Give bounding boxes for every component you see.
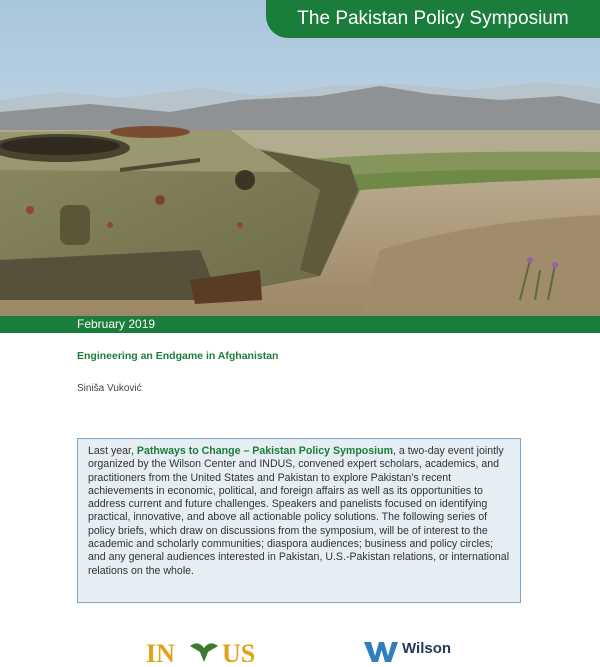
date-bar bbox=[0, 316, 600, 333]
cover-photo bbox=[0, 0, 600, 316]
intro-box bbox=[77, 438, 521, 603]
series-title-tab bbox=[266, 0, 600, 38]
publication-date: February 2019 bbox=[77, 317, 156, 331]
symposium-name: Pathways to Change – Pakistan Policy Symposium bbox=[136, 445, 393, 457]
wilson-center-logo bbox=[364, 640, 474, 662]
indus-logo-mark bbox=[146, 640, 266, 662]
indus-logo bbox=[146, 640, 266, 662]
author-name: Siniša Vuković bbox=[77, 383, 142, 394]
svg-text:US: US bbox=[222, 640, 256, 662]
series-title: The Pakistan Policy Symposium bbox=[297, 8, 569, 29]
wilson-wordmark: Wilson bbox=[402, 640, 452, 657]
svg-text:IN: IN bbox=[146, 640, 175, 662]
cover-photo-illustration bbox=[0, 0, 600, 316]
wilson-w-icon bbox=[364, 640, 398, 662]
intro-body: , a two-day event jointly organized by the Wilson Center and INDUS, convened expert scholars, academics, and practitioners from the United States and Pakistan to explore Pakistan’s recent achievements in economic, political, and foreign affairs as well as its opportunities to address current and future challenges. Speakers and panelists focused on identifying practical, innovative, and above all actionable policy solutions. The following series of policy briefs, which draw on discussions from the symposium, will be of interest to the academic and scholarly communities; diaspora audiences; business and policy circles; and any general audiences interested in Pakistan, U.S.-Pakistan relations, or international relations on the whole. bbox=[88, 445, 510, 577]
intro-lead: Last year, bbox=[88, 445, 137, 457]
article-title: Engineering an Endgame in Afghanistan bbox=[77, 350, 279, 362]
